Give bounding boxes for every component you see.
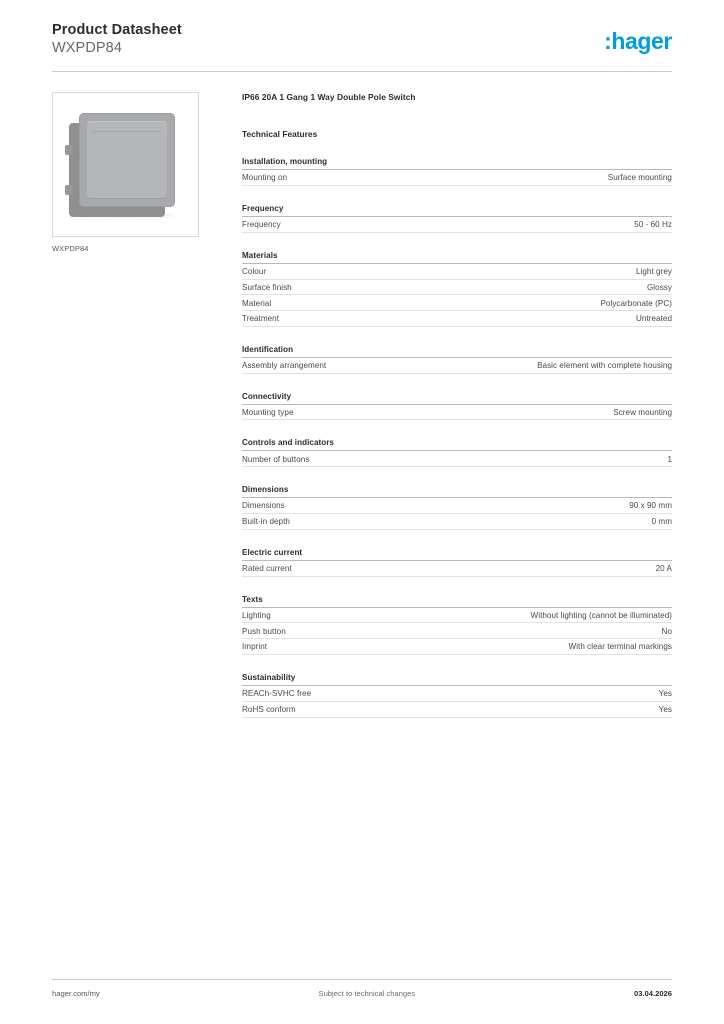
spec-group <box>242 438 672 467</box>
spec-label: Colour <box>242 266 267 276</box>
footer-date: 03.04.2026 <box>633 989 672 998</box>
spec-value: Untreated <box>636 314 672 324</box>
spec-value: Basic element with complete housing <box>537 361 672 371</box>
spec-value: 50 - 60 Hz <box>634 220 672 230</box>
product-name: IP66 20A 1 Gang 1 Way Double Pole Switch <box>242 92 416 103</box>
spec-value: No <box>661 626 672 636</box>
spec-value: Without lighting (cannot be illuminated) <box>530 610 672 620</box>
spec-group <box>242 251 672 327</box>
spec-row <box>242 170 672 186</box>
spec-row <box>242 686 672 702</box>
spec-value: 1 <box>667 454 672 464</box>
spec-group <box>242 595 672 655</box>
spec-label: Push button <box>242 626 286 636</box>
title-block <box>52 22 182 57</box>
spec-row <box>242 311 672 327</box>
spec-group <box>242 204 672 233</box>
spec-label: RoHS conform <box>242 704 296 714</box>
spec-label: Built-in depth <box>242 517 290 527</box>
spec-value: 90 x 90 mm <box>629 501 672 511</box>
spec-value: With clear terminal markings <box>568 642 672 652</box>
spec-label: Rated current <box>242 564 292 573</box>
spec-row <box>242 280 672 296</box>
spec-row <box>242 264 672 280</box>
spec-group <box>242 345 672 374</box>
spec-group-title: Connectivity <box>242 392 672 405</box>
specs-column <box>199 92 672 717</box>
spec-group <box>242 548 672 577</box>
switch-rocker <box>87 121 167 199</box>
spec-row <box>242 561 672 577</box>
spec-row <box>242 358 672 374</box>
page-subtitle: WXPDP84 <box>52 40 122 57</box>
spec-row <box>242 295 672 311</box>
spec-label: Lighting <box>242 610 271 620</box>
spec-row <box>242 451 672 467</box>
spec-group-title: Installation, mounting <box>242 157 672 170</box>
spec-row <box>242 405 672 421</box>
spec-label: Frequency <box>242 220 281 230</box>
spec-label: Mounting type <box>242 407 294 417</box>
spec-label: Surface finish <box>242 282 292 292</box>
spec-label: Dimensions <box>242 501 285 511</box>
footer-note: Subject to technical changes <box>318 989 416 998</box>
spec-label: Number of buttons <box>242 454 310 464</box>
spec-row <box>242 217 672 233</box>
product-illustration-switch <box>69 113 181 221</box>
spec-row <box>242 702 672 718</box>
spec-row <box>242 498 672 514</box>
switch-rocker-seam <box>93 131 161 132</box>
spec-row <box>242 514 672 530</box>
spec-label: Material <box>242 298 272 308</box>
footer-website-link[interactable]: hager.com/my <box>52 989 100 998</box>
product-image-caption: WXPDP84 <box>52 244 89 254</box>
spec-label: REACh-SVHC free <box>242 689 312 699</box>
spec-row <box>242 639 672 655</box>
spec-group-title: Sustainability <box>242 673 672 686</box>
page-footer <box>52 979 672 998</box>
product-image-column <box>52 92 199 717</box>
switch-mounting-lug-top <box>65 145 73 155</box>
spec-value: Light grey <box>635 266 672 276</box>
hager-logo: :hager <box>604 28 672 54</box>
spec-group-title: Dimensions <box>242 485 672 498</box>
spec-value: Yes <box>658 704 672 714</box>
spec-value: Yes <box>658 689 672 699</box>
spec-value: 20 A <box>655 564 672 573</box>
spec-value: 0 mm <box>651 517 672 527</box>
page-header <box>52 0 672 57</box>
spec-label: Imprint <box>242 642 268 652</box>
technical-features-heading: Technical Features <box>242 129 318 140</box>
spec-group <box>242 673 672 718</box>
spec-group <box>242 392 672 421</box>
spec-value: Surface mounting <box>607 173 672 183</box>
spec-groups <box>242 157 672 717</box>
page-title: Product Datasheet <box>52 22 182 38</box>
spec-row <box>242 608 672 624</box>
spec-group-title: Controls and indicators <box>242 438 672 451</box>
product-image-frame <box>52 92 199 237</box>
spec-group-title: Identification <box>242 345 672 358</box>
spec-group-title: Materials <box>242 251 672 264</box>
switch-body <box>79 113 175 207</box>
spec-label: Assembly arrangement <box>242 361 327 371</box>
switch-mounting-lug-bottom <box>65 185 73 195</box>
spec-group <box>242 157 672 186</box>
page-content <box>52 72 672 717</box>
spec-group-title: Texts <box>242 595 672 608</box>
spec-group <box>242 485 672 530</box>
spec-value: Glossy <box>646 282 672 292</box>
spec-value: Polycarbonate (PC) <box>600 298 672 308</box>
spec-group-title: Frequency <box>242 204 672 217</box>
spec-label: Mounting on <box>242 173 288 183</box>
spec-label: Treatment <box>242 314 280 324</box>
spec-value: Screw mounting <box>613 407 672 417</box>
spec-group-title: Electric current <box>242 548 672 561</box>
spec-row <box>242 623 672 639</box>
